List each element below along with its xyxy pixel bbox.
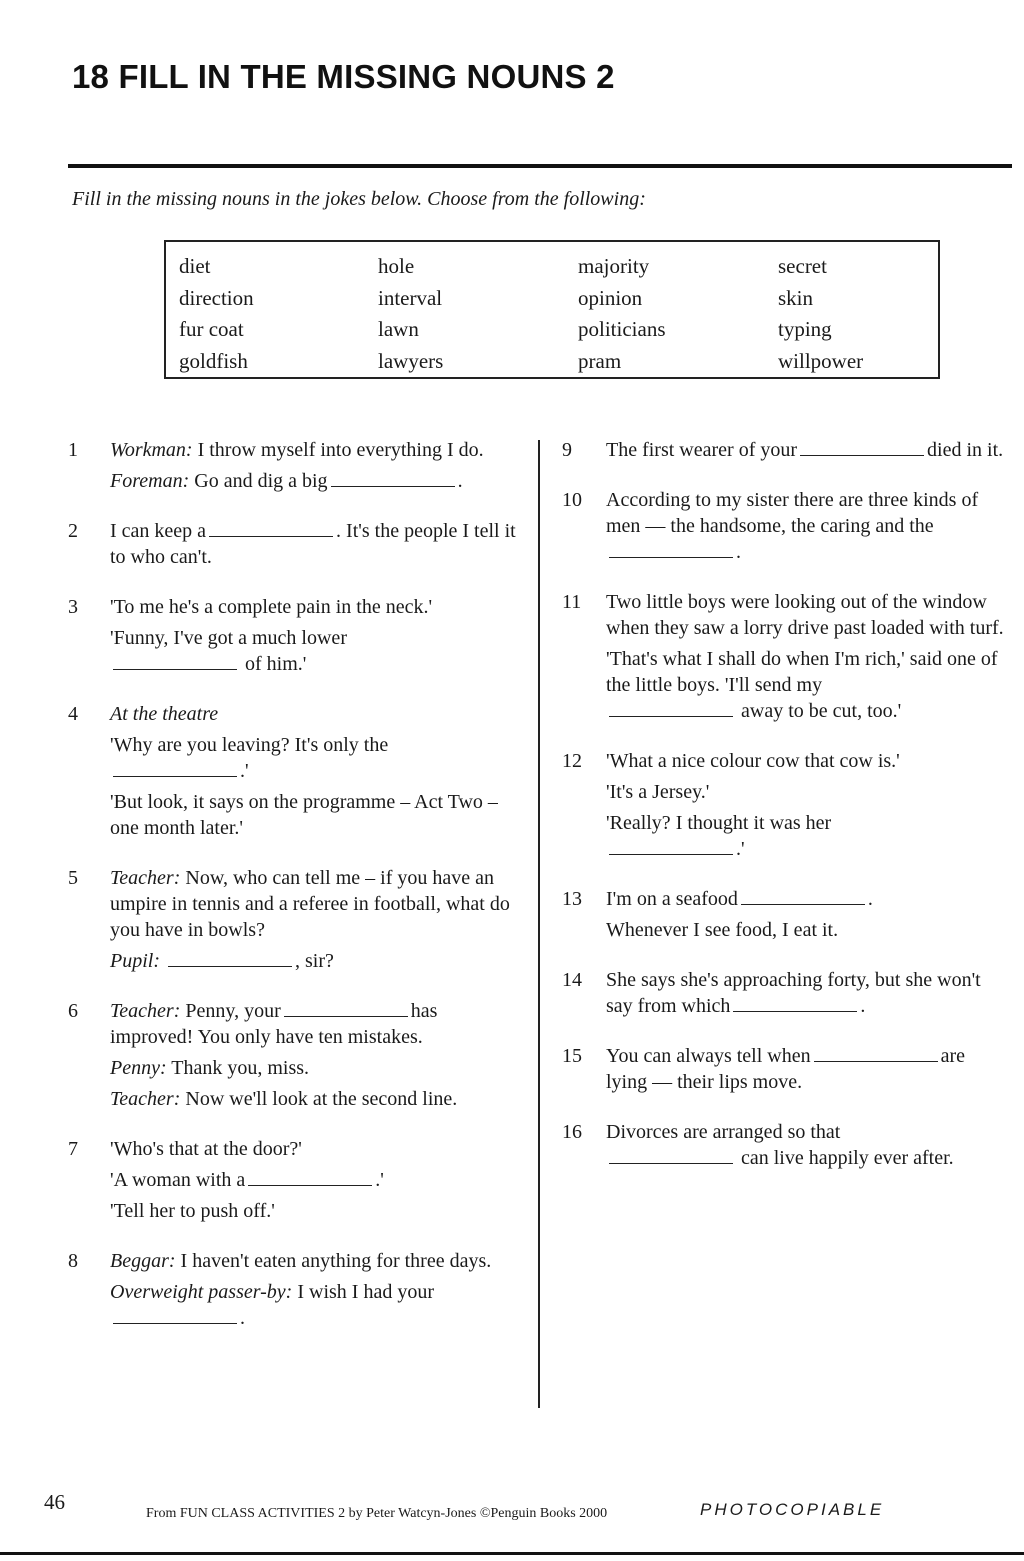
joke-text: I wish I had your — [292, 1281, 434, 1303]
item-number: 9 — [562, 439, 572, 461]
joke-line — [110, 1136, 516, 1162]
answer-blank[interactable] — [800, 454, 924, 456]
joke-line — [110, 1055, 516, 1081]
answer-blank[interactable] — [113, 668, 237, 670]
word-option: hole — [378, 254, 415, 278]
joke-item — [68, 998, 516, 1112]
joke-text: has improved! You only have ten mistakes. — [110, 1000, 438, 1048]
item-number: 12 — [562, 750, 582, 772]
item-number: 5 — [68, 867, 78, 889]
word-option: goldfish — [179, 348, 248, 373]
joke-text: . — [867, 888, 873, 910]
joke-line — [110, 594, 516, 620]
joke-item — [68, 865, 516, 974]
joke-line — [110, 732, 516, 784]
joke-line — [606, 886, 1010, 912]
speaker-label: Beggar: — [110, 1250, 176, 1272]
word-option: direction — [179, 285, 254, 310]
joke-text: . It's the people I tell it to who can't. — [110, 520, 516, 568]
joke-text: , sir? — [295, 950, 334, 972]
item-number: 3 — [68, 596, 78, 618]
joke-item — [68, 1248, 516, 1331]
item-number: 10 — [562, 489, 582, 511]
joke-text: 'Why are you leaving? It's only the — [110, 734, 389, 756]
speaker-label: At the theatre — [110, 703, 219, 725]
joke-line — [606, 1043, 1010, 1095]
joke-text: are lying — their lips move. — [606, 1045, 966, 1093]
joke-line — [606, 748, 1010, 774]
joke-line — [606, 810, 1010, 862]
joke-text: Divorces are arranged so that — [606, 1121, 841, 1143]
joke-line — [606, 646, 1010, 724]
item-number: 13 — [562, 888, 582, 910]
joke-item — [68, 437, 516, 494]
speaker-label: Penny: — [110, 1057, 167, 1079]
joke-line — [110, 948, 516, 974]
joke-item — [562, 967, 1010, 1019]
item-number: 6 — [68, 1000, 78, 1022]
item-number: 14 — [562, 969, 582, 991]
joke-text — [160, 950, 165, 972]
joke-text: . — [240, 1307, 245, 1329]
joke-text: of him.' — [240, 653, 307, 675]
word-option: opinion — [578, 285, 643, 310]
item-number: 8 — [68, 1250, 78, 1272]
speaker-label: Teacher: — [110, 1088, 181, 1110]
joke-text: Go and dig a big — [189, 470, 328, 492]
joke-text: . — [736, 541, 741, 563]
joke-text: died in it. — [927, 439, 1004, 461]
joke-line — [110, 468, 516, 494]
bottom-rule — [0, 1552, 1024, 1555]
joke-text: 'It's a Jersey.' — [606, 781, 710, 803]
joke-text: .' — [736, 838, 745, 860]
item-number: 4 — [68, 703, 78, 725]
joke-line — [110, 1167, 516, 1193]
joke-text: I can keep a — [110, 520, 207, 542]
answer-blank[interactable] — [168, 965, 292, 967]
joke-line — [110, 625, 516, 677]
answer-blank[interactable] — [113, 1322, 237, 1324]
joke-text: Penny, your — [180, 1000, 281, 1022]
joke-text: Now, who can tell me – if you have an umpire in tennis and a referee in football, what do you have in bowls? — [110, 867, 510, 941]
joke-line — [110, 1086, 516, 1112]
joke-text: . — [457, 470, 463, 492]
word-option: lawn — [378, 317, 419, 341]
joke-line — [110, 437, 516, 463]
joke-line — [110, 518, 516, 570]
title-rule — [68, 164, 1012, 168]
joke-text: . — [860, 995, 866, 1017]
joke-text: 'Really? I thought it was her — [606, 812, 832, 834]
answer-blank[interactable] — [814, 1060, 938, 1062]
joke-line — [606, 917, 1010, 943]
joke-line — [110, 1248, 516, 1274]
joke-text: can live happily ever after. — [736, 1147, 954, 1169]
word-option: fur coat — [179, 317, 244, 341]
joke-line — [606, 779, 1010, 805]
joke-text: I haven't eaten anything for three days. — [175, 1250, 492, 1272]
word-option: lawyers — [378, 348, 444, 373]
word-option: typing — [778, 317, 832, 341]
item-number: 1 — [68, 439, 78, 461]
speaker-label: Workman: — [110, 439, 193, 461]
joke-item — [68, 594, 516, 677]
joke-line — [110, 1279, 516, 1331]
joke-text: Now we'll look at the second line. — [180, 1088, 458, 1110]
answer-blank[interactable] — [733, 1010, 857, 1012]
joke-line — [606, 487, 1010, 565]
joke-item — [68, 518, 516, 570]
speaker-label: Teacher: — [110, 867, 181, 889]
joke-item — [562, 1119, 1010, 1171]
joke-text: I throw myself into everything I do. — [192, 439, 484, 461]
joke-text: 'Funny, I've got a much lower — [110, 627, 347, 649]
joke-text: .' — [240, 760, 249, 782]
word-option: skin — [778, 285, 814, 310]
word-option: secret — [778, 254, 827, 278]
joke-text: According to my sister there are three kinds of men — the handsome, the caring and the — [606, 489, 979, 537]
column-divider — [538, 440, 540, 1408]
joke-line — [606, 967, 1010, 1019]
joke-text: You can always tell when — [606, 1045, 811, 1067]
page-number: 46 — [44, 1490, 65, 1514]
word-box — [164, 240, 940, 379]
joke-text: I'm on a seafood — [606, 888, 738, 910]
left-column — [68, 437, 516, 1331]
joke-text: 'To me he's a complete pain in the neck.' — [110, 596, 433, 618]
footer-credit: From FUN CLASS ACTIVITIES 2 by Peter Watcyn-Jones ©Penguin Books 2000 — [146, 1506, 608, 1521]
joke-item — [562, 748, 1010, 862]
answer-blank[interactable] — [248, 1184, 372, 1186]
joke-line — [606, 1119, 1010, 1171]
joke-item — [562, 886, 1010, 943]
joke-item — [68, 701, 516, 841]
joke-item — [562, 487, 1010, 565]
joke-text: Whenever I see food, I eat it. — [606, 919, 839, 941]
word-option: interval — [378, 285, 443, 310]
page-title: 18 FILL IN THE MISSING NOUNS 2 — [72, 58, 615, 95]
joke-text: 'What a nice colour cow that cow is.' — [606, 750, 900, 772]
joke-item — [562, 437, 1010, 463]
item-number: 2 — [68, 520, 78, 542]
joke-line — [110, 998, 516, 1050]
item-number: 11 — [562, 591, 582, 613]
joke-text: 'That's what I shall do when I'm rich,' said one of the little boys. 'I'll send my — [606, 648, 998, 696]
right-column — [562, 437, 1010, 1171]
joke-item — [562, 589, 1010, 724]
joke-text: Two little boys were looking out of the window when they saw a lorry drive past loaded with turf. — [606, 591, 1004, 639]
instructions: Fill in the missing nouns in the jokes below. Choose from the following: — [72, 188, 646, 210]
joke-text: Thank you, miss. — [166, 1057, 310, 1079]
speaker-label: Foreman: — [110, 470, 190, 492]
joke-item — [562, 1043, 1010, 1095]
joke-text: She says she's approaching forty, but she won't say from which — [606, 969, 981, 1017]
speaker-label: Pupil: — [110, 950, 160, 972]
word-option: pram — [578, 348, 622, 373]
answer-blank[interactable] — [609, 853, 733, 855]
joke-text: The first wearer of your — [606, 439, 798, 461]
answer-blank[interactable] — [113, 775, 237, 777]
joke-text: away to be cut, too.' — [736, 700, 902, 722]
word-option: politicians — [578, 317, 666, 341]
joke-line — [110, 789, 516, 841]
joke-line — [606, 589, 1010, 641]
joke-text: 'Tell her to push off.' — [110, 1200, 275, 1222]
answer-blank[interactable] — [741, 903, 865, 905]
joke-text: 'But look, it says on the programme – Act Two – one month later.' — [110, 791, 498, 839]
joke-text: 'A woman with a — [110, 1169, 246, 1191]
answer-blank[interactable] — [331, 485, 455, 487]
joke-text: 'Who's that at the door?' — [110, 1138, 302, 1160]
answer-blank[interactable] — [609, 715, 733, 717]
word-option: willpower — [778, 348, 864, 373]
joke-text: .' — [375, 1169, 384, 1191]
item-number: 7 — [68, 1138, 78, 1160]
answer-blank[interactable] — [284, 1015, 408, 1017]
speaker-label: Teacher: — [110, 1000, 181, 1022]
item-number: 16 — [562, 1121, 582, 1143]
word-option: diet — [179, 254, 211, 278]
word-option: majority — [578, 254, 650, 278]
answer-blank[interactable] — [209, 535, 333, 537]
answer-blank[interactable] — [609, 556, 733, 558]
joke-line — [110, 865, 516, 943]
answer-blank[interactable] — [609, 1162, 733, 1164]
joke-line — [606, 437, 1010, 463]
photocopiable-stamp: PHOTOCOPIABLE — [700, 1500, 885, 1519]
joke-item — [68, 1136, 516, 1224]
joke-line — [110, 1198, 516, 1224]
item-number: 15 — [562, 1045, 582, 1067]
speaker-label: Overweight passer-by: — [110, 1281, 293, 1303]
joke-line — [110, 701, 516, 727]
